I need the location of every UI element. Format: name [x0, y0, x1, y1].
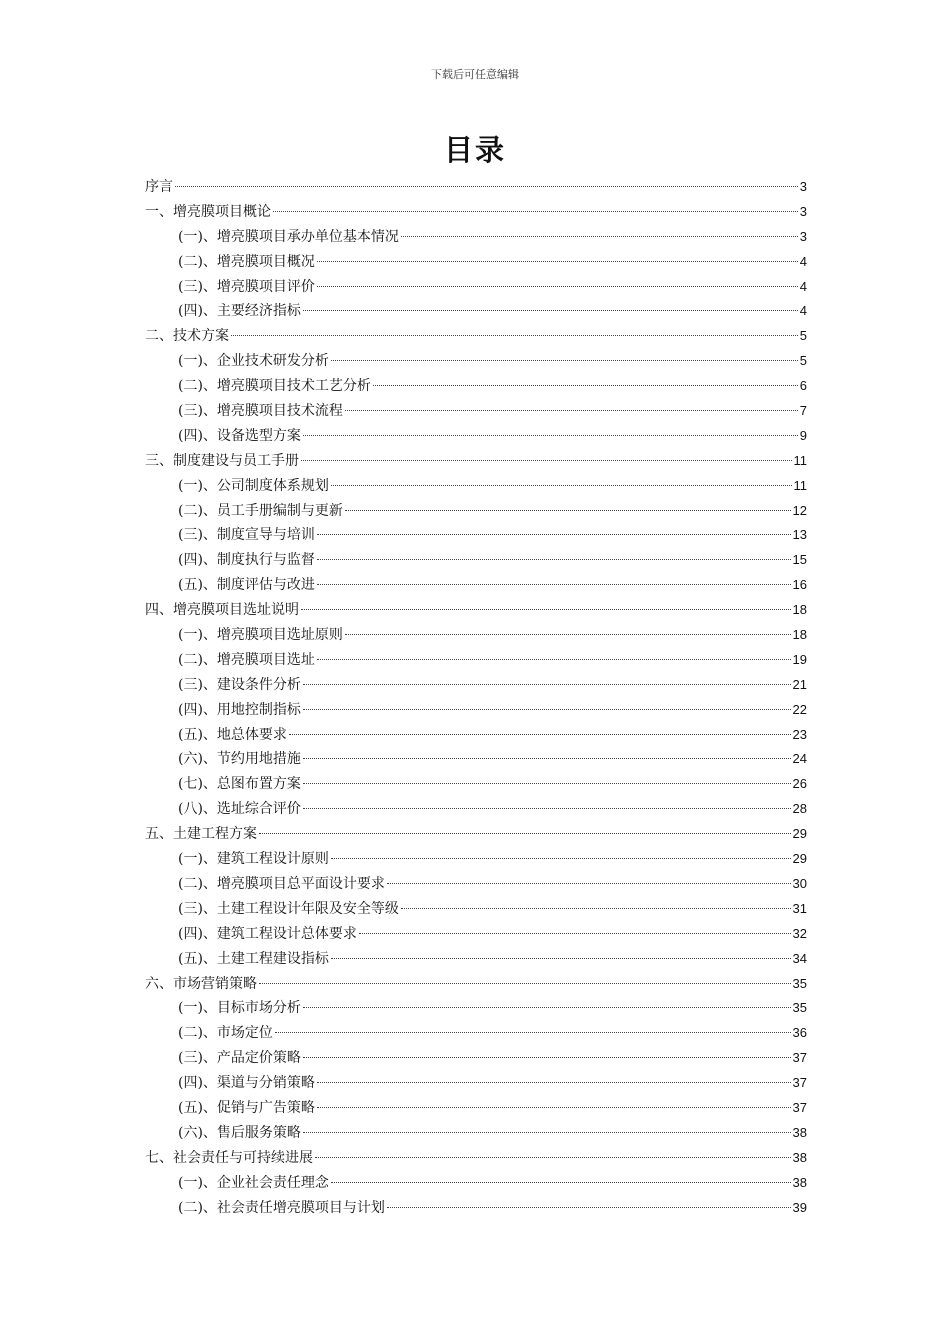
toc-page-number: 13 — [792, 527, 807, 543]
toc-section-entry[interactable] — [145, 723, 807, 748]
toc-page-number: 38 — [792, 1124, 807, 1140]
toc-page-number: 12 — [792, 502, 807, 518]
toc-dot-leader — [303, 1132, 791, 1133]
toc-dot-leader — [289, 734, 791, 735]
toc-page-number: 3 — [799, 179, 807, 194]
toc-chapter-entry[interactable] — [145, 598, 807, 623]
toc-dot-leader — [317, 1107, 791, 1108]
toc-section-entry[interactable] — [145, 299, 807, 324]
toc-entry-label: (一)、企业社会责任理念 — [178, 1174, 329, 1191]
toc-section-entry[interactable] — [145, 922, 807, 947]
toc-section-entry[interactable] — [145, 623, 807, 648]
toc-page-number: 15 — [792, 552, 807, 568]
toc-dot-leader — [317, 659, 791, 660]
toc-entry-label: (四)、渠道与分销策略 — [178, 1075, 315, 1092]
toc-page-number: 18 — [792, 602, 807, 618]
header-note: 下载后可任意编辑 — [431, 68, 519, 81]
toc-page-number: 31 — [792, 900, 807, 916]
toc-page-number: 4 — [799, 303, 807, 319]
toc-page-number: 39 — [792, 1199, 807, 1215]
toc-entry-label: (五)、土建工程建设指标 — [178, 950, 329, 967]
toc-page-number: 19 — [792, 651, 807, 667]
toc-section-entry[interactable] — [145, 399, 807, 424]
toc-entry-label: 二、技术方案 — [145, 328, 229, 345]
toc-entry-label: (四)、建筑工程设计总体要求 — [178, 925, 357, 942]
toc-dot-leader — [401, 908, 791, 909]
toc-dot-leader — [303, 783, 791, 784]
toc-section-entry[interactable] — [145, 1096, 807, 1121]
toc-section-entry[interactable] — [145, 673, 807, 698]
toc-entry-label: (一)、增亮膜项目承办单位基本情况 — [178, 228, 399, 245]
toc-entry-label: (三)、增亮膜项目评价 — [178, 278, 315, 295]
toc-entry-label: (二)、员工手册编制与更新 — [178, 502, 343, 519]
toc-chapter-entry[interactable] — [145, 822, 807, 847]
toc-dot-leader — [315, 1157, 791, 1158]
toc-dot-leader — [387, 883, 791, 884]
toc-section-entry[interactable] — [145, 523, 807, 548]
toc-dot-leader — [317, 261, 798, 262]
toc-entry-label: (三)、产品定价策略 — [178, 1050, 301, 1067]
toc-entry-label: (六)、节约用地措施 — [178, 751, 301, 768]
toc-page-number: 30 — [792, 875, 807, 891]
toc-entry-label: (二)、市场定位 — [178, 1025, 273, 1042]
toc-entry-label: (二)、增亮膜项目选址 — [178, 651, 315, 668]
toc-section-entry[interactable] — [145, 747, 807, 772]
toc-dot-leader — [259, 833, 791, 834]
toc-entry-label: (三)、增亮膜项目技术流程 — [178, 403, 343, 420]
toc-section-entry[interactable] — [145, 772, 807, 797]
toc-dot-leader — [317, 584, 791, 585]
toc-section-entry[interactable] — [145, 548, 807, 573]
toc-entry-label: (五)、促销与广告策略 — [178, 1099, 315, 1116]
toc-section-entry[interactable] — [145, 847, 807, 872]
toc-page-number: 32 — [792, 925, 807, 941]
toc-page-number: 4 — [799, 278, 807, 294]
toc-entry-label: 七、社会责任与可持续进展 — [145, 1149, 313, 1166]
toc-entry-label: (六)、售后服务策略 — [178, 1124, 301, 1141]
toc-page-number: 24 — [792, 751, 807, 767]
toc-section-entry[interactable] — [145, 1171, 807, 1196]
toc-page-number: 35 — [792, 1000, 807, 1016]
toc-page-number: 22 — [792, 701, 807, 717]
toc-chapter-entry[interactable] — [145, 449, 807, 474]
toc-dot-leader — [303, 758, 791, 759]
toc-entry-label: (一)、建筑工程设计原则 — [178, 851, 329, 868]
toc-entry-label: (二)、增亮膜项目概况 — [178, 253, 315, 270]
toc-page-number: 38 — [792, 1149, 807, 1165]
toc-dot-leader — [331, 360, 798, 361]
toc-page-number: 3 — [799, 228, 807, 244]
toc-entry-label: (三)、土建工程设计年限及安全等级 — [178, 900, 399, 917]
toc-chapter-entry[interactable] — [145, 175, 807, 200]
toc-section-entry[interactable] — [145, 797, 807, 822]
toc-dot-leader — [387, 1207, 791, 1208]
toc-entry-label: (三)、建设条件分析 — [178, 676, 301, 693]
toc-dot-leader — [303, 709, 791, 710]
toc-dot-leader — [331, 858, 791, 859]
toc-chapter-entry[interactable] — [145, 972, 807, 997]
toc-page-number: 37 — [792, 1050, 807, 1066]
toc-entry-label: 一、增亮膜项目概论 — [145, 203, 271, 220]
toc-page-number: 11 — [793, 452, 807, 468]
toc-section-entry[interactable] — [145, 698, 807, 723]
toc-dot-leader — [331, 1182, 791, 1183]
toc-page-number: 18 — [792, 627, 807, 643]
toc-section-entry[interactable] — [145, 1021, 807, 1046]
toc-chapter-entry[interactable] — [145, 324, 807, 349]
toc-section-entry[interactable] — [145, 424, 807, 449]
toc-page-number: 35 — [792, 975, 807, 991]
toc-page-number: 5 — [799, 353, 807, 369]
toc-dot-leader — [301, 460, 792, 461]
toc-dot-leader — [331, 958, 791, 959]
toc-section-entry[interactable] — [145, 474, 807, 499]
toc-section-entry[interactable] — [145, 250, 807, 275]
toc-chapter-entry[interactable] — [145, 1146, 807, 1171]
toc-section-entry[interactable] — [145, 872, 807, 897]
toc-entry-label: 五、土建工程方案 — [145, 826, 257, 843]
toc-dot-leader — [303, 435, 798, 436]
toc-entry-label: (四)、制度执行与监督 — [178, 552, 315, 569]
toc-dot-leader — [345, 634, 791, 635]
toc-dot-leader — [303, 1057, 791, 1058]
toc-section-entry[interactable] — [145, 996, 807, 1021]
toc-entry-label: (一)、公司制度体系规划 — [178, 477, 329, 494]
toc-dot-leader — [303, 1007, 791, 1008]
toc-page-number: 7 — [799, 403, 807, 419]
toc-dot-leader — [401, 236, 798, 237]
toc-entry-label: (五)、制度评估与改进 — [178, 577, 315, 594]
toc-page-number: 6 — [799, 378, 807, 394]
toc-page-number: 11 — [793, 477, 807, 493]
toc-title: 目录 — [443, 133, 506, 167]
toc-section-entry[interactable] — [145, 275, 807, 300]
toc-section-entry[interactable] — [145, 499, 807, 524]
toc-dot-leader — [317, 534, 791, 535]
toc-section-entry[interactable] — [145, 573, 807, 598]
toc-page-number: 29 — [792, 826, 807, 842]
toc-section-entry[interactable] — [145, 897, 807, 922]
toc-page-number: 23 — [792, 726, 807, 742]
toc-page-number: 5 — [799, 328, 807, 344]
toc-section-entry[interactable] — [145, 225, 807, 250]
toc-dot-leader — [275, 1032, 791, 1033]
toc-section-entry[interactable] — [145, 947, 807, 972]
toc-entry-label: (一)、增亮膜项目选址原则 — [178, 627, 343, 644]
toc-section-entry[interactable] — [145, 648, 807, 673]
toc-dot-leader — [231, 335, 798, 336]
toc-page-number: 36 — [792, 1025, 807, 1041]
toc-dot-leader — [317, 559, 791, 560]
toc-entry-label: 四、增亮膜项目选址说明 — [145, 602, 299, 619]
toc-entry-label: (一)、目标市场分析 — [178, 1000, 301, 1017]
toc-dot-leader — [345, 510, 791, 511]
toc-entry-label: (四)、用地控制指标 — [178, 701, 301, 718]
toc-dot-leader — [317, 286, 798, 287]
toc-chapter-entry[interactable] — [145, 200, 807, 225]
toc-entry-label: (二)、增亮膜项目总平面设计要求 — [178, 875, 385, 892]
toc-page-number: 34 — [792, 950, 807, 966]
toc-dot-leader — [303, 808, 791, 809]
toc-entry-label: 六、市场营销策略 — [145, 975, 257, 992]
toc-page-number: 28 — [792, 801, 807, 817]
toc-page-number: 37 — [792, 1075, 807, 1091]
toc-dot-leader — [345, 410, 798, 411]
toc-page-number: 21 — [792, 676, 807, 692]
toc-entry-label: (七)、总图布置方案 — [178, 776, 301, 793]
toc-entry-label: (四)、设备选型方案 — [178, 427, 301, 444]
toc-entry-label: (八)、选址综合评价 — [178, 801, 301, 818]
toc-section-entry[interactable] — [145, 374, 807, 399]
toc-dot-leader — [175, 186, 798, 187]
toc-entry-label: 三、制度建设与员工手册 — [145, 452, 299, 469]
toc-entry-label: (二)、社会责任增亮膜项目与计划 — [178, 1199, 385, 1216]
toc-section-entry[interactable] — [145, 1046, 807, 1071]
toc-section-entry[interactable] — [145, 1196, 807, 1221]
toc-dot-leader — [259, 983, 791, 984]
toc-dot-leader — [317, 1082, 791, 1083]
toc-dot-leader — [331, 485, 792, 486]
toc-entry-label: 序言 — [145, 179, 173, 195]
toc-page-number: 3 — [799, 203, 807, 219]
toc-section-entry[interactable] — [145, 349, 807, 374]
toc-dot-leader — [373, 385, 798, 386]
toc-dot-leader — [301, 609, 791, 610]
toc-page-number: 16 — [792, 577, 807, 593]
toc-page-number: 9 — [799, 427, 807, 443]
toc-page-number: 26 — [792, 776, 807, 792]
toc-page-number: 38 — [792, 1174, 807, 1190]
table-of-contents — [145, 175, 807, 1220]
toc-entry-label: (二)、增亮膜项目技术工艺分析 — [178, 378, 371, 395]
toc-entry-label: (一)、企业技术研发分析 — [178, 353, 329, 370]
toc-page-number: 4 — [799, 253, 807, 269]
toc-page-number: 37 — [792, 1099, 807, 1115]
toc-section-entry[interactable] — [145, 1121, 807, 1146]
toc-dot-leader — [303, 310, 798, 311]
toc-dot-leader — [359, 933, 791, 934]
toc-section-entry[interactable] — [145, 1071, 807, 1096]
toc-entry-label: (五)、地总体要求 — [178, 726, 287, 743]
toc-page-number: 29 — [792, 851, 807, 867]
toc-dot-leader — [303, 684, 791, 685]
toc-entry-label: (三)、制度宣导与培训 — [178, 527, 315, 544]
toc-entry-label: (四)、主要经济指标 — [178, 303, 301, 320]
toc-dot-leader — [273, 211, 798, 212]
